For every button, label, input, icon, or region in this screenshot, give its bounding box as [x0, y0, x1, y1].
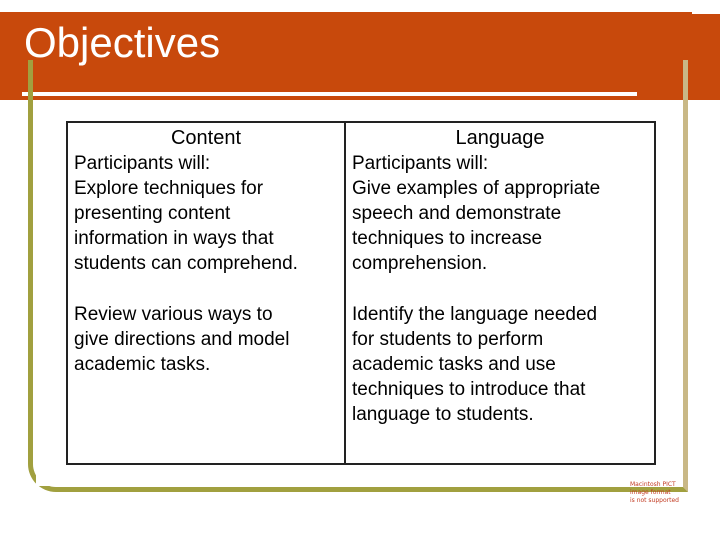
content-column — [68, 123, 346, 463]
content-objective-2-line: give directions and model — [74, 329, 290, 350]
content-intro: Participants will: — [74, 153, 211, 174]
content-objective-1-line: students can comprehend. — [74, 253, 298, 274]
content-header: Content — [170, 127, 242, 149]
language-objective-1 — [352, 176, 648, 276]
content-objective-2 — [74, 302, 338, 377]
language-objective-2-line: academic tasks and use — [352, 354, 556, 375]
language-objective-1-line: Give examples of appropriate — [352, 178, 601, 199]
content-objective-2-line: Review various ways to — [74, 304, 273, 325]
objectives-table — [66, 121, 656, 465]
language-objective-1-line: comprehension. — [352, 253, 488, 274]
unsupported-image-placeholder — [630, 481, 690, 505]
content-objective-1 — [74, 176, 338, 276]
language-objective-2-line: techniques to introduce that — [352, 379, 586, 400]
language-objective-2-line: language to students. — [352, 404, 534, 425]
content-objective-1-line: Explore techniques for — [74, 178, 264, 199]
content-objective-1-line: presenting content — [74, 203, 231, 224]
corner-notch — [692, 0, 720, 14]
language-intro: Participants will: — [352, 153, 489, 174]
placeholder-line: image format — [630, 489, 671, 496]
language-objective-2-line: for students to perform — [352, 329, 544, 350]
language-objective-1-line: speech and demonstrate — [352, 203, 562, 224]
content-objective-1-line: information in ways that — [74, 228, 274, 249]
placeholder-line: is not supported — [630, 497, 679, 504]
placeholder-line: Macintosh PICT — [630, 481, 676, 488]
language-objective-2-line: Identify the language needed — [352, 304, 598, 325]
language-header: Language — [455, 127, 545, 149]
language-objective-1-line: techniques to increase — [352, 228, 543, 249]
language-column — [346, 123, 654, 463]
content-objective-2-line: academic tasks. — [74, 354, 211, 375]
language-objective-2 — [352, 302, 648, 427]
slide-title: Objectives — [24, 19, 221, 66]
